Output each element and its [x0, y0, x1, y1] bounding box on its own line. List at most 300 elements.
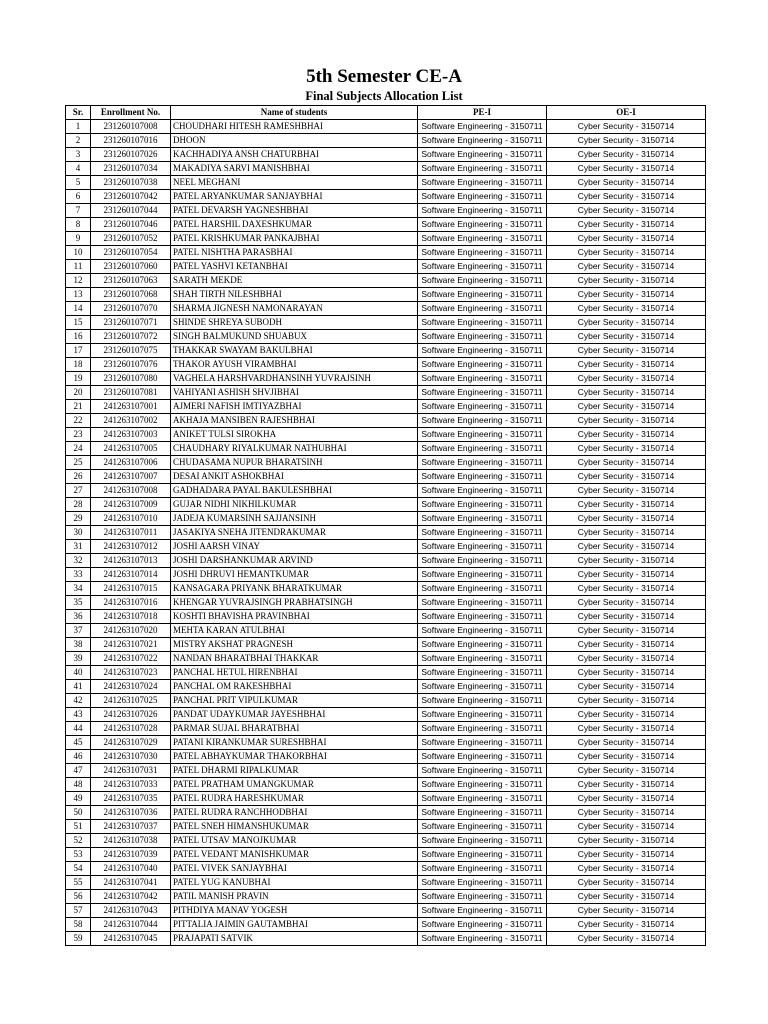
table-row — [66, 456, 706, 470]
cell-enrollment: 241263107020 — [91, 624, 171, 638]
cell-oe-i: Cyber Security - 3150714 — [547, 904, 706, 918]
cell-pe-i: Software Engineering - 3150711 — [418, 456, 547, 470]
cell-sr: 21 — [66, 400, 91, 414]
table-row — [66, 414, 706, 428]
cell-enrollment: 231260107080 — [91, 372, 171, 386]
cell-oe-i: Cyber Security - 3150714 — [547, 484, 706, 498]
cell-oe-i: Cyber Security - 3150714 — [547, 302, 706, 316]
cell-pe-i: Software Engineering - 3150711 — [418, 134, 547, 148]
cell-student-name: MISTRY AKSHAT PRAGNESH — [171, 638, 418, 652]
cell-sr: 39 — [66, 652, 91, 666]
cell-enrollment: 241263107013 — [91, 554, 171, 568]
cell-student-name: JADEJA KUMARSINH SAJJANSINH — [171, 512, 418, 526]
cell-sr: 29 — [66, 512, 91, 526]
header-oe-i: OE-I — [547, 106, 706, 120]
cell-sr: 58 — [66, 918, 91, 932]
cell-enrollment: 231260107042 — [91, 190, 171, 204]
cell-enrollment: 241263107001 — [91, 400, 171, 414]
cell-pe-i: Software Engineering - 3150711 — [418, 190, 547, 204]
cell-oe-i: Cyber Security - 3150714 — [547, 918, 706, 932]
cell-pe-i: Software Engineering - 3150711 — [418, 120, 547, 134]
table-row — [66, 470, 706, 484]
table-row — [66, 736, 706, 750]
cell-enrollment: 241263107036 — [91, 806, 171, 820]
cell-oe-i: Cyber Security - 3150714 — [547, 652, 706, 666]
table-row — [66, 638, 706, 652]
table-row — [66, 694, 706, 708]
table-row — [66, 848, 706, 862]
table-row — [66, 708, 706, 722]
cell-student-name: KANSAGARA PRIYANK BHARATKUMAR — [171, 582, 418, 596]
cell-enrollment: 231260107070 — [91, 302, 171, 316]
table-row — [66, 722, 706, 736]
cell-sr: 53 — [66, 848, 91, 862]
cell-sr: 44 — [66, 722, 91, 736]
cell-sr: 30 — [66, 526, 91, 540]
cell-oe-i: Cyber Security - 3150714 — [547, 400, 706, 414]
cell-enrollment: 241263107010 — [91, 512, 171, 526]
cell-pe-i: Software Engineering - 3150711 — [418, 638, 547, 652]
cell-pe-i: Software Engineering - 3150711 — [418, 512, 547, 526]
cell-oe-i: Cyber Security - 3150714 — [547, 386, 706, 400]
cell-enrollment: 241263107041 — [91, 876, 171, 890]
cell-sr: 52 — [66, 834, 91, 848]
cell-enrollment: 231260107075 — [91, 344, 171, 358]
cell-student-name: JOSHI AARSH VINAY — [171, 540, 418, 554]
cell-oe-i: Cyber Security - 3150714 — [547, 526, 706, 540]
cell-pe-i: Software Engineering - 3150711 — [418, 918, 547, 932]
cell-enrollment: 241263107038 — [91, 834, 171, 848]
cell-oe-i: Cyber Security - 3150714 — [547, 330, 706, 344]
cell-enrollment: 241263107006 — [91, 456, 171, 470]
cell-enrollment: 231260107038 — [91, 176, 171, 190]
cell-student-name: JOSHI DHRUVI HEMANTKUMAR — [171, 568, 418, 582]
cell-student-name: PATANI KIRANKUMAR SURESHBHAI — [171, 736, 418, 750]
cell-pe-i: Software Engineering - 3150711 — [418, 372, 547, 386]
cell-oe-i: Cyber Security - 3150714 — [547, 288, 706, 302]
cell-enrollment: 241263107045 — [91, 932, 171, 946]
cell-enrollment: 231260107052 — [91, 232, 171, 246]
table-row — [66, 372, 706, 386]
cell-oe-i: Cyber Security - 3150714 — [547, 638, 706, 652]
cell-pe-i: Software Engineering - 3150711 — [418, 582, 547, 596]
cell-pe-i: Software Engineering - 3150711 — [418, 470, 547, 484]
cell-oe-i: Cyber Security - 3150714 — [547, 582, 706, 596]
table-row — [66, 750, 706, 764]
cell-sr: 50 — [66, 806, 91, 820]
cell-pe-i: Software Engineering - 3150711 — [418, 750, 547, 764]
cell-sr: 12 — [66, 274, 91, 288]
table-row — [66, 190, 706, 204]
cell-student-name: CHAUDHARY RIYALKUMAR NATHUBHAI — [171, 442, 418, 456]
cell-sr: 59 — [66, 932, 91, 946]
cell-student-name: PATEL PRATHAM UMANGKUMAR — [171, 778, 418, 792]
cell-sr: 47 — [66, 764, 91, 778]
cell-pe-i: Software Engineering - 3150711 — [418, 260, 547, 274]
cell-enrollment: 241263107007 — [91, 470, 171, 484]
cell-enrollment: 241263107026 — [91, 708, 171, 722]
cell-enrollment: 241263107012 — [91, 540, 171, 554]
cell-enrollment: 241263107039 — [91, 848, 171, 862]
cell-student-name: PATEL RUDRA RANCHHODBHAI — [171, 806, 418, 820]
cell-oe-i: Cyber Security - 3150714 — [547, 246, 706, 260]
cell-sr: 38 — [66, 638, 91, 652]
table-row — [66, 610, 706, 624]
cell-pe-i: Software Engineering - 3150711 — [418, 708, 547, 722]
cell-student-name: VAHIYANI ASHISH SHVJIBHAI — [171, 386, 418, 400]
cell-student-name: SHAH TIRTH NILESHBHAI — [171, 288, 418, 302]
cell-student-name: PITHDIYA MANAV YOGESH — [171, 904, 418, 918]
cell-pe-i: Software Engineering - 3150711 — [418, 344, 547, 358]
cell-sr: 26 — [66, 470, 91, 484]
cell-oe-i: Cyber Security - 3150714 — [547, 442, 706, 456]
cell-sr: 32 — [66, 554, 91, 568]
table-row — [66, 484, 706, 498]
cell-pe-i: Software Engineering - 3150711 — [418, 414, 547, 428]
table-row — [66, 596, 706, 610]
cell-pe-i: Software Engineering - 3150711 — [418, 834, 547, 848]
table-row — [66, 862, 706, 876]
cell-student-name: AKHAJA MANSIBEN RAJESHBHAI — [171, 414, 418, 428]
cell-enrollment: 241263107003 — [91, 428, 171, 442]
cell-sr: 57 — [66, 904, 91, 918]
table-row — [66, 512, 706, 526]
cell-pe-i: Software Engineering - 3150711 — [418, 666, 547, 680]
cell-oe-i: Cyber Security - 3150714 — [547, 148, 706, 162]
cell-sr: 35 — [66, 596, 91, 610]
cell-pe-i: Software Engineering - 3150711 — [418, 694, 547, 708]
table-row — [66, 904, 706, 918]
cell-oe-i: Cyber Security - 3150714 — [547, 344, 706, 358]
cell-enrollment: 241263107040 — [91, 862, 171, 876]
cell-pe-i: Software Engineering - 3150711 — [418, 330, 547, 344]
cell-enrollment: 241263107023 — [91, 666, 171, 680]
cell-oe-i: Cyber Security - 3150714 — [547, 218, 706, 232]
header-name: Name of students — [171, 106, 418, 120]
header-pe-i: PE-I — [418, 106, 547, 120]
cell-oe-i: Cyber Security - 3150714 — [547, 610, 706, 624]
table-row — [66, 288, 706, 302]
header-enrollment: Enrollment No. — [91, 106, 171, 120]
cell-enrollment: 231260107068 — [91, 288, 171, 302]
cell-enrollment: 231260107026 — [91, 148, 171, 162]
table-row — [66, 162, 706, 176]
cell-pe-i: Software Engineering - 3150711 — [418, 400, 547, 414]
cell-pe-i: Software Engineering - 3150711 — [418, 498, 547, 512]
table-row — [66, 806, 706, 820]
cell-sr: 37 — [66, 624, 91, 638]
cell-student-name: GUJAR NIDHI NIKHILKUMAR — [171, 498, 418, 512]
table-row — [66, 176, 706, 190]
cell-student-name: PATEL VIVEK SANJAYBHAI — [171, 862, 418, 876]
cell-student-name: PANDAT UDAYKUMAR JAYESHBHAI — [171, 708, 418, 722]
cell-sr: 3 — [66, 148, 91, 162]
cell-enrollment: 231260107071 — [91, 316, 171, 330]
cell-oe-i: Cyber Security - 3150714 — [547, 568, 706, 582]
cell-sr: 51 — [66, 820, 91, 834]
cell-oe-i: Cyber Security - 3150714 — [547, 260, 706, 274]
cell-sr: 25 — [66, 456, 91, 470]
cell-pe-i: Software Engineering - 3150711 — [418, 162, 547, 176]
cell-sr: 41 — [66, 680, 91, 694]
page-title: 5th Semester CE-A — [306, 66, 462, 87]
cell-sr: 1 — [66, 120, 91, 134]
cell-enrollment: 241263107030 — [91, 750, 171, 764]
cell-student-name: PARMAR SUJAL BHARATBHAI — [171, 722, 418, 736]
cell-oe-i: Cyber Security - 3150714 — [547, 540, 706, 554]
cell-enrollment: 241263107014 — [91, 568, 171, 582]
cell-oe-i: Cyber Security - 3150714 — [547, 190, 706, 204]
cell-oe-i: Cyber Security - 3150714 — [547, 890, 706, 904]
cell-student-name: KOSHTI BHAVISHA PRAVINBHAI — [171, 610, 418, 624]
table-row — [66, 680, 706, 694]
cell-student-name: NEEL MEGHANI — [171, 176, 418, 190]
cell-pe-i: Software Engineering - 3150711 — [418, 484, 547, 498]
cell-sr: 13 — [66, 288, 91, 302]
cell-student-name: PATEL YASHVI KETANBHAI — [171, 260, 418, 274]
table-row — [66, 246, 706, 260]
cell-enrollment: 241263107024 — [91, 680, 171, 694]
cell-student-name: PATEL KRISHKUMAR PANKAJBHAI — [171, 232, 418, 246]
cell-oe-i: Cyber Security - 3150714 — [547, 372, 706, 386]
cell-pe-i: Software Engineering - 3150711 — [418, 876, 547, 890]
cell-enrollment: 241263107018 — [91, 610, 171, 624]
cell-oe-i: Cyber Security - 3150714 — [547, 806, 706, 820]
cell-pe-i: Software Engineering - 3150711 — [418, 428, 547, 442]
table-row — [66, 134, 706, 148]
cell-student-name: PANCHAL OM RAKESHBHAI — [171, 680, 418, 694]
cell-student-name: KACHHADIYA ANSH CHATURBHAI — [171, 148, 418, 162]
cell-student-name: THAKOR AYUSH VIRAMBHAI — [171, 358, 418, 372]
cell-sr: 4 — [66, 162, 91, 176]
cell-oe-i: Cyber Security - 3150714 — [547, 316, 706, 330]
cell-oe-i: Cyber Security - 3150714 — [547, 722, 706, 736]
cell-enrollment: 241263107031 — [91, 764, 171, 778]
cell-sr: 45 — [66, 736, 91, 750]
table-row — [66, 918, 706, 932]
cell-oe-i: Cyber Security - 3150714 — [547, 666, 706, 680]
cell-sr: 33 — [66, 568, 91, 582]
cell-pe-i: Software Engineering - 3150711 — [418, 218, 547, 232]
cell-enrollment: 231260107072 — [91, 330, 171, 344]
cell-oe-i: Cyber Security - 3150714 — [547, 834, 706, 848]
cell-enrollment: 241263107028 — [91, 722, 171, 736]
cell-pe-i: Software Engineering - 3150711 — [418, 148, 547, 162]
table-row — [66, 358, 706, 372]
cell-enrollment: 241263107009 — [91, 498, 171, 512]
cell-student-name: KHENGAR YUVRAJSINGH PRABHATSINGH — [171, 596, 418, 610]
cell-sr: 55 — [66, 876, 91, 890]
cell-pe-i: Software Engineering - 3150711 — [418, 806, 547, 820]
cell-enrollment: 241263107037 — [91, 820, 171, 834]
cell-student-name: CHUDASAMA NUPUR BHARATSINH — [171, 456, 418, 470]
cell-oe-i: Cyber Security - 3150714 — [547, 624, 706, 638]
cell-student-name: MAKADIYA SARVI MANISHBHAI — [171, 162, 418, 176]
cell-pe-i: Software Engineering - 3150711 — [418, 722, 547, 736]
cell-oe-i: Cyber Security - 3150714 — [547, 232, 706, 246]
table-row — [66, 148, 706, 162]
cell-enrollment: 231260107044 — [91, 204, 171, 218]
cell-sr: 5 — [66, 176, 91, 190]
cell-oe-i: Cyber Security - 3150714 — [547, 414, 706, 428]
cell-sr: 23 — [66, 428, 91, 442]
cell-oe-i: Cyber Security - 3150714 — [547, 596, 706, 610]
table-row — [66, 666, 706, 680]
cell-pe-i: Software Engineering - 3150711 — [418, 274, 547, 288]
cell-pe-i: Software Engineering - 3150711 — [418, 792, 547, 806]
cell-oe-i: Cyber Security - 3150714 — [547, 456, 706, 470]
cell-enrollment: 241263107042 — [91, 890, 171, 904]
table-row — [66, 330, 706, 344]
cell-pe-i: Software Engineering - 3150711 — [418, 540, 547, 554]
cell-oe-i: Cyber Security - 3150714 — [547, 764, 706, 778]
cell-enrollment: 241263107044 — [91, 918, 171, 932]
cell-enrollment: 241263107002 — [91, 414, 171, 428]
table-row — [66, 204, 706, 218]
cell-sr: 34 — [66, 582, 91, 596]
cell-sr: 11 — [66, 260, 91, 274]
table-row — [66, 260, 706, 274]
cell-enrollment: 231260107081 — [91, 386, 171, 400]
cell-enrollment: 241263107005 — [91, 442, 171, 456]
cell-student-name: SARATH MEKDE — [171, 274, 418, 288]
table-row — [66, 820, 706, 834]
cell-oe-i: Cyber Security - 3150714 — [547, 876, 706, 890]
cell-pe-i: Software Engineering - 3150711 — [418, 554, 547, 568]
cell-sr: 49 — [66, 792, 91, 806]
cell-enrollment: 241263107011 — [91, 526, 171, 540]
cell-pe-i: Software Engineering - 3150711 — [418, 232, 547, 246]
table-row — [66, 316, 706, 330]
cell-pe-i: Software Engineering - 3150711 — [418, 778, 547, 792]
cell-pe-i: Software Engineering - 3150711 — [418, 652, 547, 666]
cell-oe-i: Cyber Security - 3150714 — [547, 554, 706, 568]
cell-oe-i: Cyber Security - 3150714 — [547, 708, 706, 722]
table-row — [66, 120, 706, 134]
cell-pe-i: Software Engineering - 3150711 — [418, 442, 547, 456]
cell-student-name: PATEL SNEH HIMANSHUKUMAR — [171, 820, 418, 834]
cell-student-name: SHINDE SHREYA SUBODH — [171, 316, 418, 330]
cell-pe-i: Software Engineering - 3150711 — [418, 736, 547, 750]
cell-enrollment: 241263107008 — [91, 484, 171, 498]
table-row — [66, 764, 706, 778]
cell-sr: 15 — [66, 316, 91, 330]
table-row — [66, 428, 706, 442]
cell-enrollment: 241263107043 — [91, 904, 171, 918]
cell-enrollment: 241263107033 — [91, 778, 171, 792]
cell-pe-i: Software Engineering - 3150711 — [418, 246, 547, 260]
cell-sr: 40 — [66, 666, 91, 680]
cell-student-name: PATEL HARSHIL DAXESHKUMAR — [171, 218, 418, 232]
cell-sr: 9 — [66, 232, 91, 246]
cell-oe-i: Cyber Security - 3150714 — [547, 862, 706, 876]
cell-sr: 42 — [66, 694, 91, 708]
cell-enrollment: 241263107015 — [91, 582, 171, 596]
cell-oe-i: Cyber Security - 3150714 — [547, 358, 706, 372]
cell-pe-i: Software Engineering - 3150711 — [418, 904, 547, 918]
cell-oe-i: Cyber Security - 3150714 — [547, 498, 706, 512]
cell-oe-i: Cyber Security - 3150714 — [547, 274, 706, 288]
cell-oe-i: Cyber Security - 3150714 — [547, 470, 706, 484]
cell-enrollment: 241263107035 — [91, 792, 171, 806]
table-row — [66, 554, 706, 568]
cell-sr: 14 — [66, 302, 91, 316]
cell-oe-i: Cyber Security - 3150714 — [547, 162, 706, 176]
cell-enrollment: 241263107016 — [91, 596, 171, 610]
cell-oe-i: Cyber Security - 3150714 — [547, 932, 706, 946]
cell-sr: 28 — [66, 498, 91, 512]
table-row — [66, 386, 706, 400]
table-row — [66, 526, 706, 540]
cell-student-name: PATEL YUG KANUBHAI — [171, 876, 418, 890]
cell-pe-i: Software Engineering - 3150711 — [418, 596, 547, 610]
cell-sr: 54 — [66, 862, 91, 876]
table-row — [66, 218, 706, 232]
table-row — [66, 778, 706, 792]
cell-sr: 2 — [66, 134, 91, 148]
cell-sr: 7 — [66, 204, 91, 218]
cell-oe-i: Cyber Security - 3150714 — [547, 680, 706, 694]
cell-pe-i: Software Engineering - 3150711 — [418, 680, 547, 694]
cell-sr: 22 — [66, 414, 91, 428]
table-header-row — [66, 106, 706, 120]
cell-student-name: PATEL ABHAYKUMAR THAKORBHAI — [171, 750, 418, 764]
cell-student-name: PRAJAPATI SATVIK — [171, 932, 418, 946]
cell-pe-i: Software Engineering - 3150711 — [418, 820, 547, 834]
cell-pe-i: Software Engineering - 3150711 — [418, 932, 547, 946]
cell-sr: 43 — [66, 708, 91, 722]
table-row — [66, 274, 706, 288]
cell-student-name: NANDAN BHARATBHAI THAKKAR — [171, 652, 418, 666]
page-subtitle: Final Subjects Allocation List — [305, 89, 463, 103]
cell-sr: 10 — [66, 246, 91, 260]
cell-oe-i: Cyber Security - 3150714 — [547, 204, 706, 218]
cell-sr: 17 — [66, 344, 91, 358]
table-row — [66, 582, 706, 596]
cell-sr: 24 — [66, 442, 91, 456]
cell-oe-i: Cyber Security - 3150714 — [547, 694, 706, 708]
cell-student-name: SHARMA JIGNESH NAMONARAYAN — [171, 302, 418, 316]
header-sr: Sr. — [66, 106, 91, 120]
cell-student-name: PATEL DHARMI RIPALKUMAR — [171, 764, 418, 778]
cell-student-name: PATEL UTSAV MANOJKUMAR — [171, 834, 418, 848]
cell-enrollment: 231260107076 — [91, 358, 171, 372]
cell-student-name: PATEL ARYANKUMAR SANJAYBHAI — [171, 190, 418, 204]
cell-student-name: PATEL DEVARSH YAGNESHBHAI — [171, 204, 418, 218]
cell-pe-i: Software Engineering - 3150711 — [418, 176, 547, 190]
cell-oe-i: Cyber Security - 3150714 — [547, 820, 706, 834]
cell-pe-i: Software Engineering - 3150711 — [418, 288, 547, 302]
table-row — [66, 876, 706, 890]
cell-sr: 6 — [66, 190, 91, 204]
cell-sr: 20 — [66, 386, 91, 400]
cell-oe-i: Cyber Security - 3150714 — [547, 428, 706, 442]
table-row — [66, 442, 706, 456]
table-row — [66, 344, 706, 358]
cell-student-name: CHOUDHARI HITESH RAMESHBHAI — [171, 120, 418, 134]
cell-sr: 46 — [66, 750, 91, 764]
cell-enrollment: 231260107008 — [91, 120, 171, 134]
cell-student-name: GADHADARA PAYAL BAKULESHBHAI — [171, 484, 418, 498]
cell-sr: 36 — [66, 610, 91, 624]
cell-student-name: AJMERI NAFISH IMTIYAZBHAI — [171, 400, 418, 414]
cell-student-name: ANIKET TULSI SIROKHA — [171, 428, 418, 442]
table-row — [66, 498, 706, 512]
cell-enrollment: 231260107016 — [91, 134, 171, 148]
table-row — [66, 568, 706, 582]
cell-pe-i: Software Engineering - 3150711 — [418, 316, 547, 330]
cell-pe-i: Software Engineering - 3150711 — [418, 568, 547, 582]
